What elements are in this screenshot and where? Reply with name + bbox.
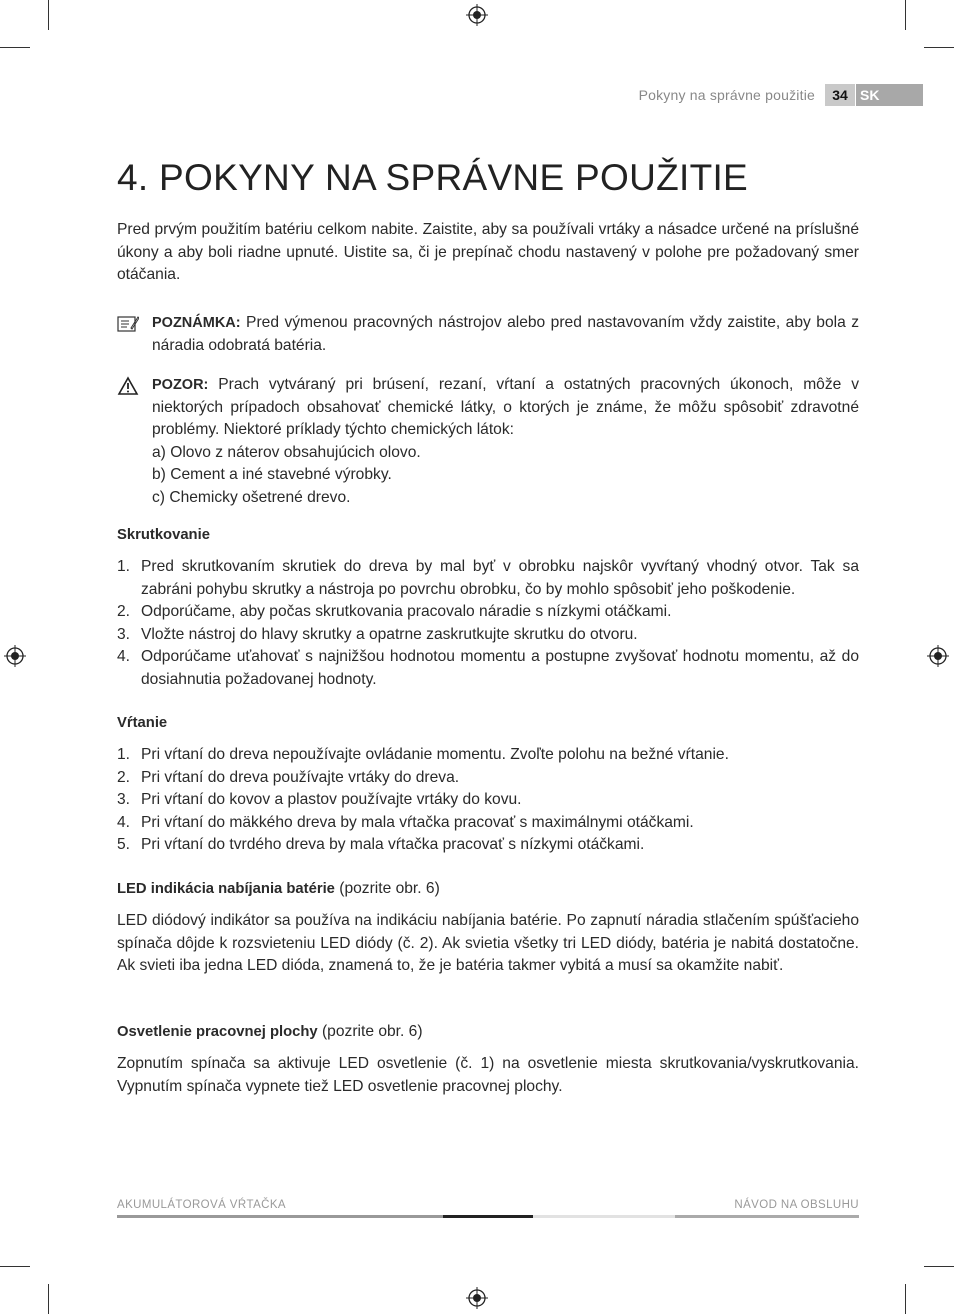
crop-mark — [48, 0, 49, 30]
list-item: 2. Pri vŕtaní do dreva používajte vrtáky do dreva. — [117, 768, 460, 786]
language-code: SK — [856, 84, 923, 106]
led-charging-paragraph: LED diódový indikátor sa používa na indikáciu nabíjania batérie. Po zapnutí náradia stlačením spúšťacieho spínača dôjde k rozsvieteniu LED diódy (č. 2). Ak svietia všetky tri LED diódy, batéria je nabitá dostatočne. Ak svieti iba jedna LED dióda, znamená to, že je batéria takmer vybitá a musí sa okamžite nabiť. — [117, 912, 859, 974]
drilling-heading: Vŕtanie — [117, 715, 168, 731]
caution-body: Prach vytváraný pri brúsení, rezaní, vŕtaní a ostatných pracovných úkonoch, môže v niektorých prípadoch obsahovať chemické látky, o ktorých je známe, že môžu spôsobiť zdravotné problémy. Niektoré príklady týchto chemických látok: — [152, 376, 859, 438]
crop-mark — [905, 1284, 906, 1314]
work-light-heading: Osvetlenie pracovnej plochy (pozrite obr. 6) — [117, 1023, 423, 1040]
footer-rule — [533, 1215, 675, 1218]
header-section-title: Pokyny na správne použitie — [638, 87, 815, 103]
note-label: POZNÁMKA: — [152, 315, 241, 331]
screwing-heading: Skrutkovanie — [117, 527, 210, 543]
crop-mark — [924, 1266, 954, 1267]
list-item: 4. Pri vŕtaní do mäkkého dreva by mala vŕtačka pracovať s maximálnymi otáčkami. — [117, 813, 694, 831]
list-item: 1. Pred skrutkovaním skrutiek do dreva by mal byť v obrobku najskôr vyvŕtaný vhodný otvor. Tak sa zabráni pohybu skrutky a nástroja po povrchu obrobku, čo by mohlo spôsobiť jeho poškodenie. — [117, 558, 859, 598]
footer-rule — [443, 1215, 533, 1218]
list-item: 3. Vložte nástroj do hlavy skrutky a opatrne zaskrutkujte skrutku do otvoru. — [117, 625, 638, 643]
registration-mark-icon — [466, 4, 488, 26]
crop-mark — [924, 47, 954, 48]
footer-rule — [117, 1215, 443, 1218]
caution-item: a) Olovo z náterov obsahujúcich olovo. — [152, 443, 421, 461]
running-header — [560, 84, 923, 106]
caution-label: POZOR: — [152, 377, 209, 393]
caution-item: b) Cement a iné stavebné výrobky. — [152, 466, 392, 483]
list-item: 1. Pri vŕtaní do dreva nepoužívajte ovládanie momentu. Zvoľte polohu na bežné vŕtanie. — [117, 746, 729, 763]
note-block — [117, 312, 859, 357]
crop-mark — [0, 1266, 30, 1267]
intro-paragraph: Pred prvým použitím batériu celkom nabite. Zaistite, aby sa používali vrtáky a násadce určené na príslušné úkony a aby boli riadne upnuté. Uistite sa, či je prepínač chodu nastavený v polohe pre požadovaný smer otáčania. — [117, 221, 859, 283]
page-title: 4. POKYNY NA SPRÁVNE POUŽITIE — [117, 157, 749, 198]
footer-rule — [675, 1215, 859, 1218]
drilling-list — [117, 744, 859, 857]
warning-triangle-icon — [117, 376, 139, 396]
note-body: Pred výmenou pracovných nástrojov alebo pred nastavovaním vždy zaistite, aby bola z náradia odobratá batéria. — [152, 314, 859, 354]
caution-block — [117, 374, 859, 509]
screwing-list — [117, 556, 859, 691]
page-number: 34 — [825, 84, 855, 106]
crop-mark — [48, 1284, 49, 1314]
list-item: 5. Pri vŕtaní do tvrdého dreva by mala vŕtačka pracovať s nízkymi otáčkami. — [117, 836, 645, 853]
footer-product-name: AKUMULÁTOROVÁ VŔTAČKA — [117, 1199, 287, 1211]
registration-mark-icon — [927, 645, 949, 667]
crop-mark — [0, 47, 30, 48]
registration-mark-icon — [466, 1287, 488, 1309]
list-item: 3. Pri vŕtaní do kovov a plastov používajte vrtáky do kovu. — [117, 791, 522, 808]
list-item: 4. Odporúčame uťahovať s najnižšou hodnotou momentu a postupne zvyšovať hodnotu momentu, až do dosiahnutia požadovanej hodnoty. — [117, 648, 859, 688]
led-charging-heading: LED indikácia nabíjania batérie (pozrite obr. 6) — [117, 880, 440, 897]
caution-item: c) Chemicky ošetrené drevo. — [152, 488, 351, 506]
note-text — [152, 312, 859, 357]
caution-text — [152, 374, 859, 509]
note-icon — [117, 314, 139, 334]
work-light-paragraph: Zopnutím spínača sa aktivuje LED osvetlenie (č. 1) na osvetlenie miesta skrutkovania/vyskrutkovania. Vypnutím spínača vypnete tiež LED osvetlenie pracovnej plochy. — [117, 1055, 859, 1095]
list-item: 2. Odporúčame, aby počas skrutkovania pracovalo náradie s nízkymi otáčkami. — [117, 603, 672, 620]
footer-manual-label: NÁVOD NA OBSLUHU — [734, 1199, 859, 1211]
crop-mark — [905, 0, 906, 30]
registration-mark-icon — [4, 645, 26, 667]
